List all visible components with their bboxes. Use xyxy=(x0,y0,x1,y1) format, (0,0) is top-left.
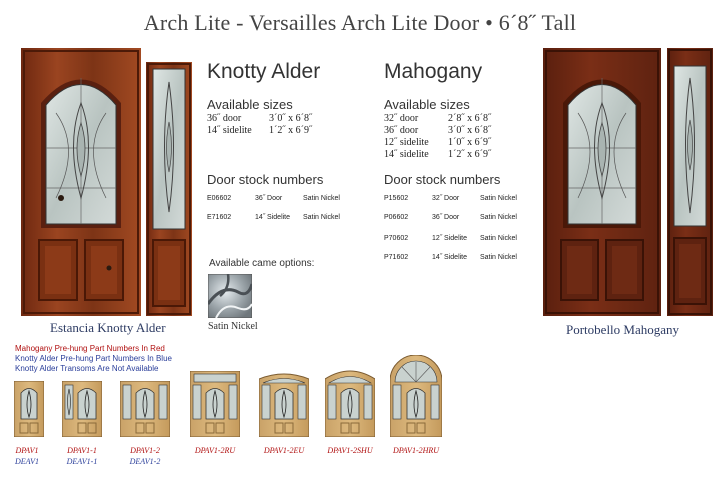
stock-finish: Satin Nickel xyxy=(480,235,517,242)
stock-desc: 14˝ Sidelite xyxy=(432,254,468,261)
stock-row xyxy=(384,235,517,242)
stock-code: P71602 xyxy=(384,254,409,261)
stock-desc: 12˝ Sidelite xyxy=(432,235,468,242)
size-dim: 1´2˝ x 6´9˝ xyxy=(269,125,313,136)
stock-desc: 36˝ Door xyxy=(432,214,460,221)
size-name: 36˝ door xyxy=(207,113,242,124)
stock-finish: Satin Nickel xyxy=(303,195,340,202)
prehung-code-mahogany: DPAV1-1 xyxy=(67,446,97,455)
stock-row xyxy=(384,214,517,221)
note-transoms: Knotty Alder Transoms Are Not Available xyxy=(15,364,159,373)
stock-row xyxy=(207,214,340,221)
prehung-thumb-dpav1-2hru xyxy=(390,355,442,437)
size-row xyxy=(384,137,491,149)
mahogany-sidelite-image xyxy=(667,48,713,316)
knotty-alder-heading: Knotty Alder xyxy=(207,60,321,83)
prehung-code-mahogany: DPAV1-2SHU xyxy=(327,446,373,455)
prehung-thumb-dpav1-2shu xyxy=(325,367,375,437)
knotty-alder-sidelite-image xyxy=(146,62,192,316)
prehung-code-mahogany: DPAV1-2HRU xyxy=(392,446,440,455)
mahogany-sizes-label: Available sizes xyxy=(384,97,470,112)
size-row xyxy=(207,125,312,137)
size-name: 14˝ sidelite xyxy=(384,149,429,160)
stock-code: P70602 xyxy=(384,235,409,242)
prehung-code-alder: DEAV1 xyxy=(14,457,40,466)
size-name: 12˝ sidelite xyxy=(384,137,429,148)
size-row xyxy=(384,125,491,137)
size-row xyxy=(384,149,491,161)
knotty-alder-sizes-list xyxy=(207,113,312,137)
prehung-thumb-dpav1-1 xyxy=(62,381,102,437)
stock-desc: 14˝ Sidelite xyxy=(255,214,291,221)
knotty-alder-door-image xyxy=(21,48,141,316)
prehung-code-mahogany: DPAV1 xyxy=(15,446,39,455)
knotty-alder-stock-label: Door stock numbers xyxy=(207,172,324,187)
size-dim: 2´8˝ x 6´8˝ xyxy=(448,113,492,124)
stock-desc: 32˝ Door xyxy=(432,195,460,202)
note-alder-blue: Knotty Alder Pre-hung Part Numbers In Blue xyxy=(15,354,172,363)
stock-finish: Satin Nickel xyxy=(480,254,517,261)
satin-nickel-swatch xyxy=(208,274,252,318)
size-name: 36˝ door xyxy=(384,125,419,136)
mahogany-heading: Mahogany xyxy=(384,60,483,83)
prehung-thumb-dpav1-2ru xyxy=(190,371,240,437)
mahogany-caption: Portobello Mahogany xyxy=(566,322,680,337)
size-dim: 3´0˝ x 6´8˝ xyxy=(269,113,313,124)
size-name: 32˝ door xyxy=(384,113,419,124)
stock-row xyxy=(207,195,340,202)
knotty-alder-sizes-label: Available sizes xyxy=(207,97,293,112)
knotty-alder-caption: Estancia Knotty Alder xyxy=(50,320,166,335)
came-options-label: Available came options: xyxy=(209,258,315,269)
size-dim: 1´0˝ x 6´9˝ xyxy=(448,137,492,148)
stock-finish: Satin Nickel xyxy=(303,214,340,221)
size-row xyxy=(207,113,312,125)
prehung-code-alder: DEAV1-2 xyxy=(129,457,161,466)
prehung-code-mahogany: DPAV1-2RU xyxy=(194,446,236,455)
stock-code: P15602 xyxy=(384,195,409,202)
prehung-thumb-dpav1 xyxy=(14,381,44,437)
prehung-code-mahogany: DPAV1-2 xyxy=(130,446,160,455)
mahogany-door-image xyxy=(543,48,661,316)
size-name: 14˝ sidelite xyxy=(207,125,252,136)
stock-row xyxy=(384,254,517,261)
note-mahogany-red: Mahogany Pre-hung Part Numbers In Red xyxy=(15,344,165,353)
mahogany-stock-label: Door stock numbers xyxy=(384,172,501,187)
size-dim: 3´0˝ x 6´8˝ xyxy=(448,125,492,136)
stock-finish: Satin Nickel xyxy=(480,195,517,202)
prehung-code-mahogany: DPAV1-2EU xyxy=(263,446,305,455)
stock-code: P06602 xyxy=(384,214,409,221)
stock-code: E71602 xyxy=(207,214,232,221)
size-dim: 1´2˝ x 6´9˝ xyxy=(448,149,492,160)
stock-desc: 36˝ Door xyxy=(255,195,283,202)
prehung-thumb-dpav1-2 xyxy=(120,381,170,437)
stock-finish: Satin Nickel xyxy=(480,214,517,221)
prehung-thumb-dpav1-2eu xyxy=(259,371,309,437)
stock-code: E06602 xyxy=(207,195,232,202)
prehung-code-alder: DEAV1-1 xyxy=(66,457,98,466)
mahogany-sizes-list xyxy=(384,113,491,161)
stock-row xyxy=(384,195,517,202)
size-row xyxy=(384,113,491,125)
page-title: Arch Lite - Versailles Arch Lite Door • 6´8˝ Tall xyxy=(143,10,577,35)
satin-nickel-caption: Satin Nickel xyxy=(208,321,258,332)
